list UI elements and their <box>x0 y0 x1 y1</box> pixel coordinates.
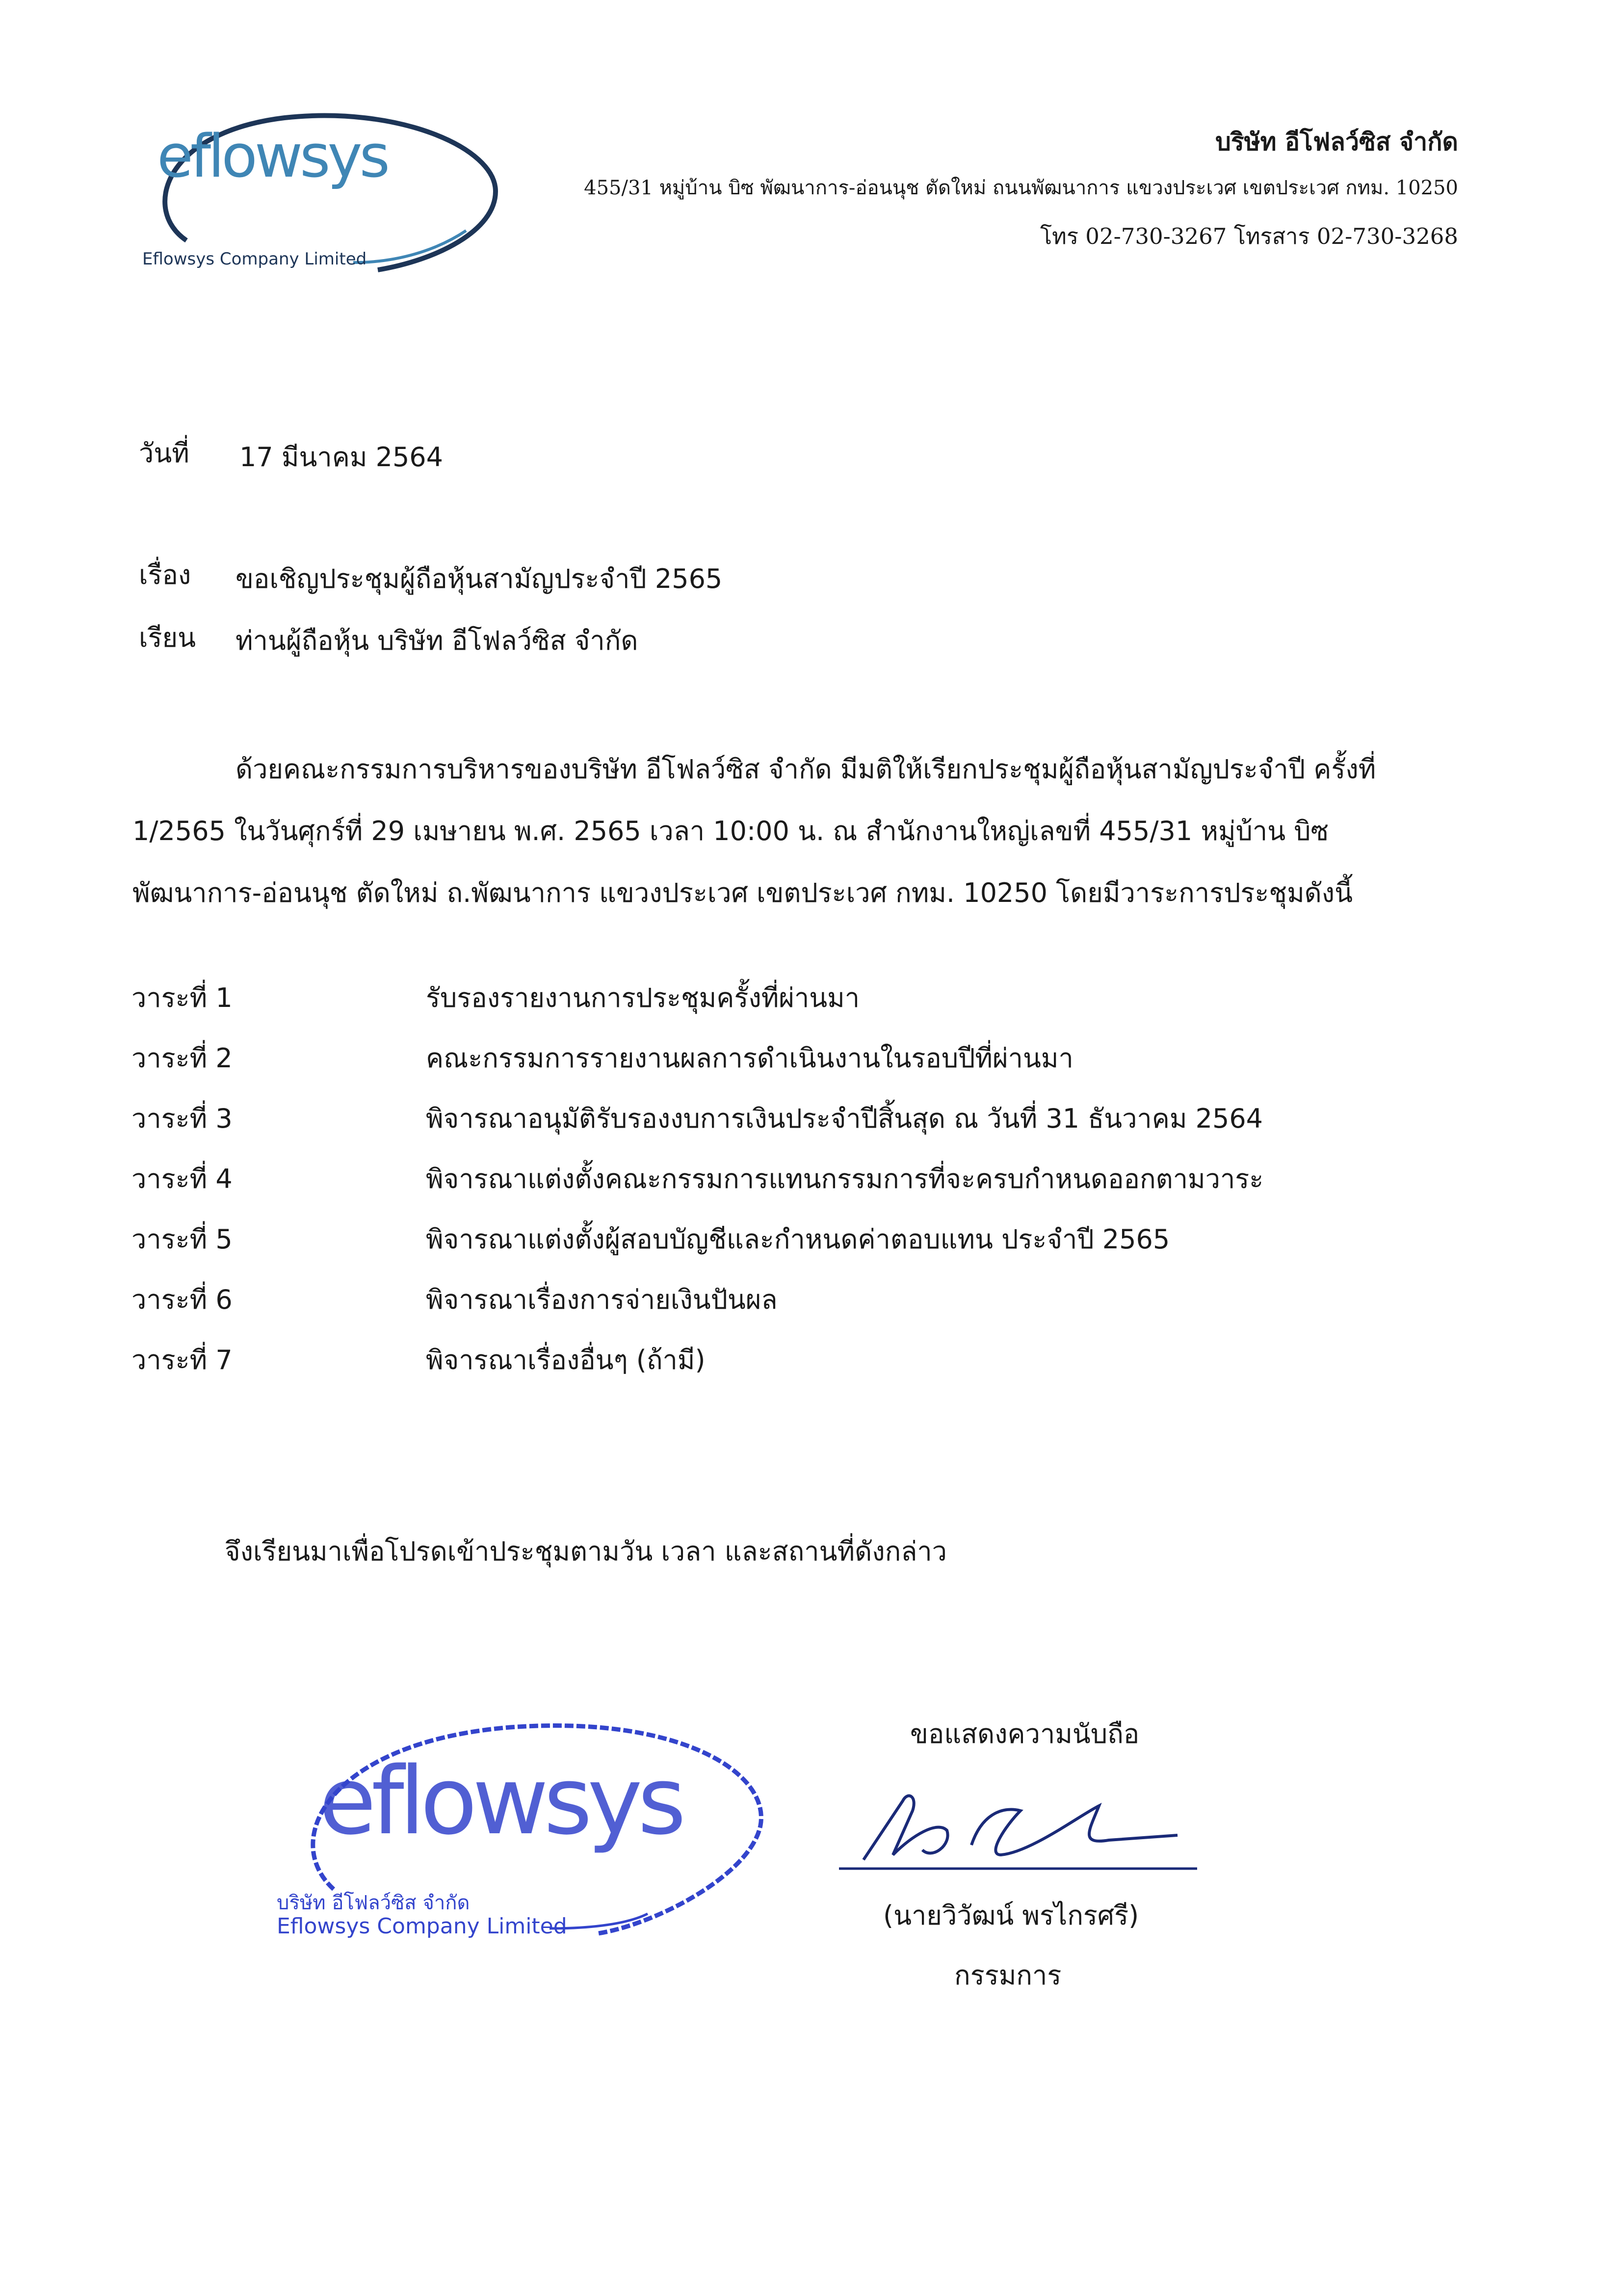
company-phone: โทร 02-730-3267 โทรสาร 02-730-3268 <box>1040 223 1458 249</box>
agenda-description: พิจารณาอนุมัติรับรองงบการเงินประจำปีสิ้นสุด ณ วันที่ 31 ธันวาคม 2564 <box>426 1103 1263 1134</box>
logo-subtitle: Eflowsys Company Limited <box>142 249 367 269</box>
agenda-item <box>131 1037 1456 1091</box>
agenda-description: พิจารณาเรื่องการจ่ายเงินปันผล <box>426 1284 778 1315</box>
agenda-number: วาระที่ 2 <box>131 1043 233 1074</box>
stamp-wordmark: eflowsys <box>319 1747 681 1855</box>
signer-name: (นายวิวัฒน์ พรไกรศรี) <box>883 1900 1139 1931</box>
subject-value: ขอเชิญประชุมผู้ถือหุ้นสามัญประจำปี 2565 <box>236 563 723 594</box>
agenda-item <box>131 1278 1456 1332</box>
recipient-label: เรียน <box>139 622 196 653</box>
date-label: วันที่ <box>139 438 189 469</box>
signature <box>834 1762 1207 1879</box>
agenda-description: พิจารณาเรื่องอื่นๆ (ถ้ามี) <box>426 1345 706 1375</box>
agenda-description: พิจารณาแต่งตั้งคณะกรรมการแทนกรรมการที่จะครบกำหนดออกตามวาระ <box>426 1163 1264 1194</box>
signature-scribble-icon <box>834 1762 1207 1879</box>
company-logo <box>123 93 515 280</box>
agenda-item <box>131 1339 1456 1393</box>
company-address: 455/31 หมู่บ้าน บิซ พัฒนาการ-อ่อนนุช ตัดใหม่ ถนนพัฒนาการ แขวงประเวศ เขตประเวศ กทม. 10250 <box>584 177 1458 199</box>
agenda-description: รับรองรายงานการประชุมครั้งที่ผ่านมา <box>426 982 860 1013</box>
agenda-number: วาระที่ 5 <box>131 1224 233 1255</box>
recipient-value: ท่านผู้ถือหุ้น บริษัท อีโฟลว์ซิส จำกัด <box>236 625 638 656</box>
closing-sentence: จึงเรียนมาเพื่อโปรดเข้าประชุมตามวัน เวลา และสถานที่ดังกล่าว <box>225 1536 947 1567</box>
company-stamp <box>275 1713 814 1948</box>
agenda-number: วาระที่ 3 <box>131 1103 233 1134</box>
stamp-english-name: Eflowsys Company Limited <box>277 1914 567 1939</box>
signer-title: กรรมการ <box>954 1960 1062 1991</box>
agenda-item <box>131 1158 1456 1212</box>
date-value: 17 มีนาคม 2564 <box>239 442 444 473</box>
agenda-item <box>131 1218 1456 1272</box>
agenda-item <box>131 1097 1456 1151</box>
agenda-number: วาระที่ 4 <box>131 1163 233 1194</box>
logo-wordmark: eflowsys <box>157 123 388 191</box>
agenda-description: พิจารณาแต่งตั้งผู้สอบบัญชีและกำหนดค่าตอบแทน ประจำปี 2565 <box>426 1224 1170 1255</box>
agenda-number: วาระที่ 1 <box>131 982 233 1013</box>
company-name: บริษัท อีโฟลว์ซิส จำกัด <box>1215 127 1458 156</box>
agenda-item <box>131 976 1456 1030</box>
agenda-description: คณะกรรมการรายงานผลการดำเนินงานในรอบปีที่ผ่านมา <box>426 1043 1073 1074</box>
subject-label: เรื่อง <box>139 559 191 590</box>
regards-text: ขอแสดงความนับถือ <box>910 1718 1140 1749</box>
body-paragraph: ด้วยคณะกรรมการบริหารของบริษัท อีโฟลว์ซิส จำกัด มีมติให้เรียกประชุมผู้ถือหุ้นสามัญประจำปี ครั้งที่ 1/2565 ในวันศุกร์ที่ 29 เมษายน พ.ศ. 2565 เวลา 10:00 น. ณ สำนักงานใหญ่เลขที่ 455/31 หมู่บ้าน บิซ พัฒนาการ-อ่อนนุช ตัดใหม่ ถ.พัฒนาการ แขวงประเวศ เขตประเวศ กทม. 10250 โดยมีวาระการประชุมดังนี้ <box>132 754 1376 908</box>
stamp-thai-name: บริษัท อีโฟลว์ซิส จำกัด <box>277 1892 470 1914</box>
agenda-number: วาระที่ 6 <box>131 1284 233 1315</box>
agenda-number: วาระที่ 7 <box>131 1345 233 1375</box>
